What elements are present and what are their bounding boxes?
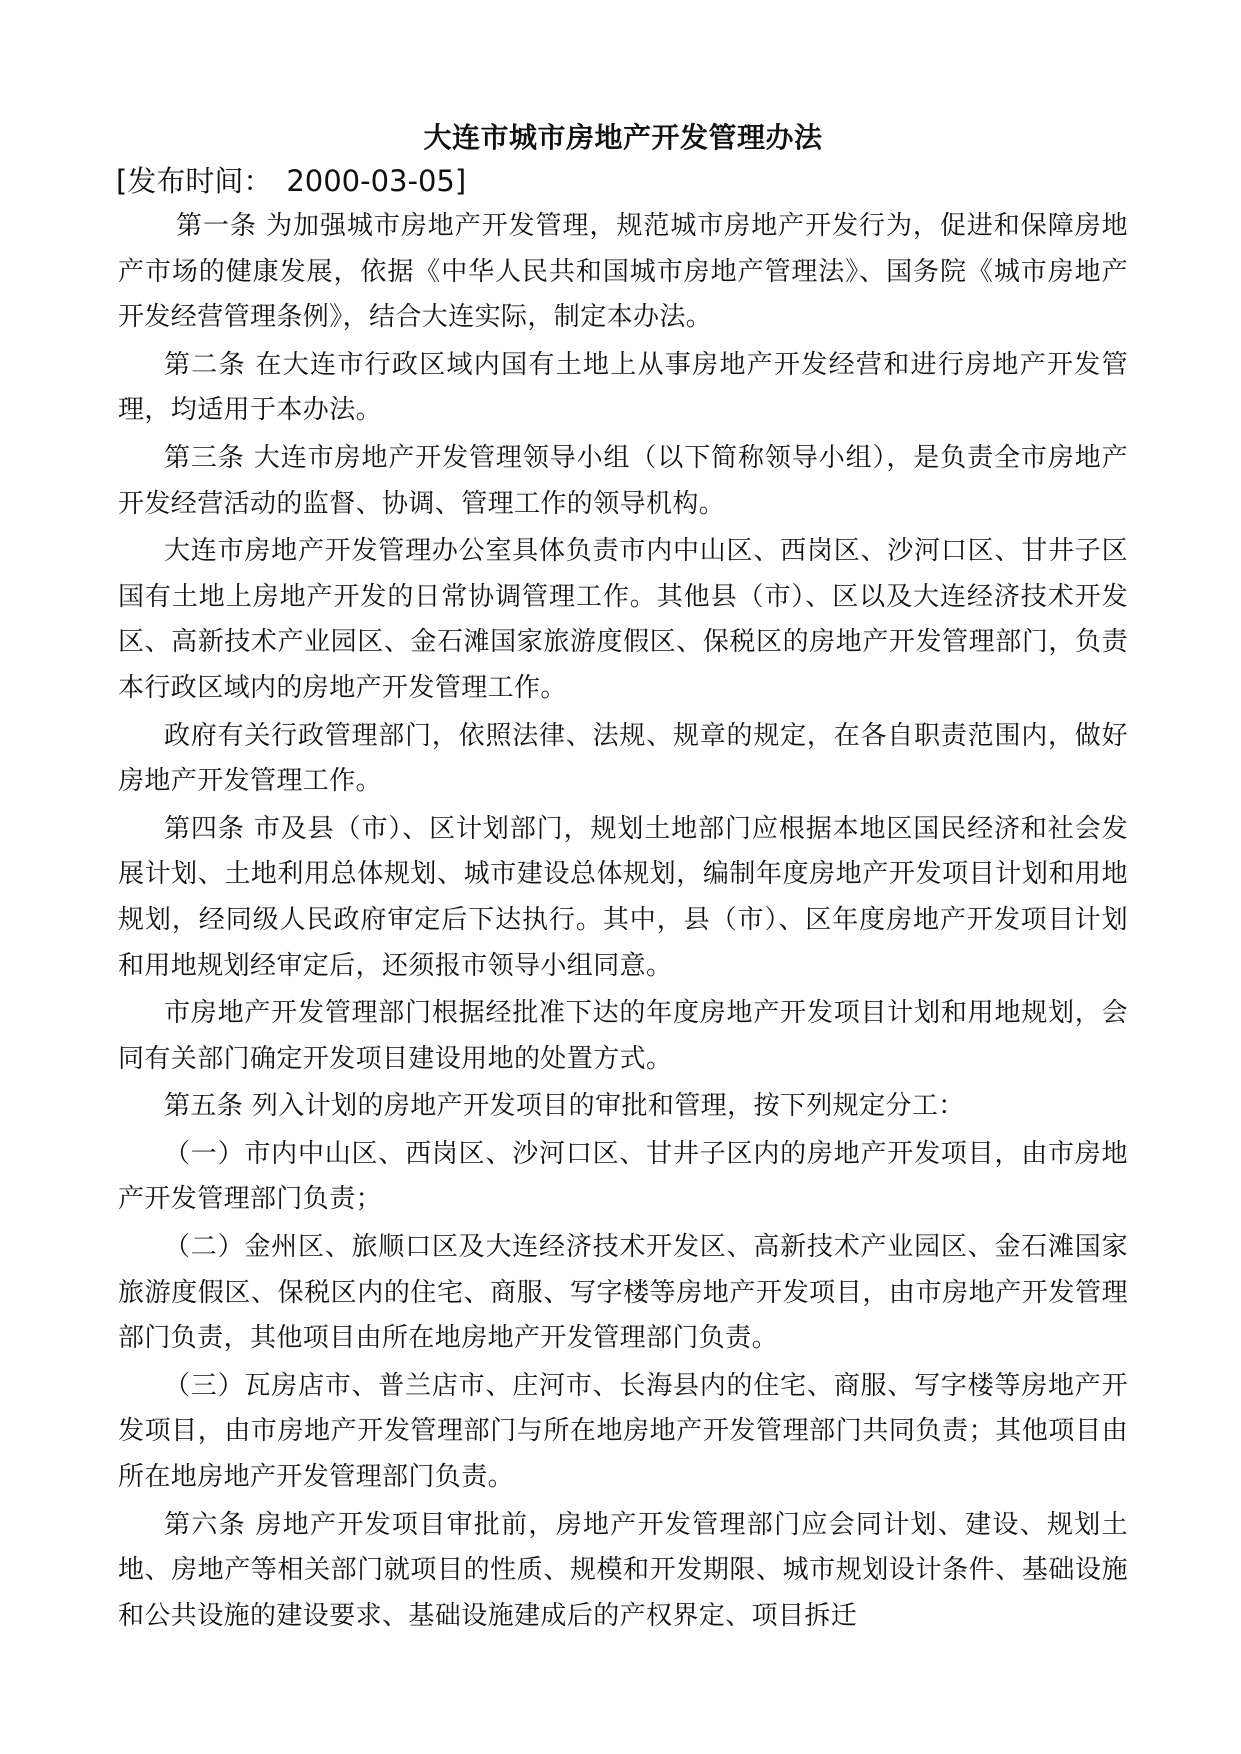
article-3-paragraph: 第三条 大连市房地产开发管理领导小组（以下简称领导小组），是负责全市房地产开发经营活动的监督、协调、管理工作的领导机构。 [118, 442, 1128, 519]
document-page [118, 118, 1128, 1639]
article-3-clause-office: 大连市房地产开发管理办公室具体负责市内中山区、西岗区、沙河口区、甘井子区国有土地上房地产开发的日常协调管理工作。其他县（市）、区以及大连经济技术开发区、高新技术产业园区、金石滩国家旅游度假区、保税区的房地产开发管理部门，负责本行政区域内的房地产开发管理工作。 [118, 536, 1128, 703]
article-5-item-2: （二）金州区、旅顺口区及大连经济技术开发区、高新技术产业园区、金石滩国家旅游度假区、保税区内的住宅、商服、写字楼等房地产开发项目，由市房地产开发管理部门负责，其他项目由所在地房地产开发管理部门负责。 [118, 1232, 1128, 1354]
article-5-paragraph: 第五条 列入计划的房地产开发项目的审批和管理，按下列规定分工： [164, 1091, 965, 1122]
article-1-paragraph: 第一条 为加强城市房地产开发管理，规范城市房地产开发行为，促进和保障房地产市场的健康发展，依据《中华人民共和国城市房地产管理法》、国务院《城市房地产开发经营管理条例》，结合大连实际，制定本办法。 [118, 211, 1128, 333]
article-2-paragraph: 第二条 在大连市行政区域内国有土地上从事房地产开发经营和进行房地产开发管理，均适用于本办法。 [118, 349, 1128, 426]
article-5-item-1: （一）市内中山区、西岗区、沙河口区、甘井子区内的房地产开发项目，由市房地产开发管理部门负责； [118, 1138, 1128, 1215]
publish-date-value: 2000-03-05] [286, 164, 467, 198]
article-3-clause-government: 政府有关行政管理部门，依照法律、法规、规章的规定，在各自职责范围内，做好房地产开发管理工作。 [118, 720, 1128, 797]
article-4-paragraph: 第四条 市及县（市）、区计划部门，规划土地部门应根据本地区国民经济和社会发展计划、土地利用总体规划、城市建设总体规划，编制年度房地产开发项目计划和用地规划，经同级人民政府审定后下达执行。其中，县（市）、区年度房地产开发项目计划和用地规划经审定后，还须报市领导小组同意。 [118, 813, 1128, 981]
document-title: 大连市城市房地产开发管理办法 [423, 121, 823, 154]
article-6-paragraph: 第六条 房地产开发项目审批前，房地产开发管理部门应会同计划、建设、规划土地、房地产等相关部门就项目的性质、规模和开发期限、城市规划设计条件、基础设施和公共设施的建设要求、基础设施建成后的产权界定、项目拆迁 [118, 1509, 1128, 1631]
publish-date-label: [发布时间： [116, 164, 273, 198]
article-5-item-3: （三）瓦房店市、普兰店市、庄河市、长海县内的住宅、商服、写字楼等房地产开发项目，由市房地产开发管理部门与所在地房地产开发管理部门共同负责；其他项目由所在地房地产开发管理部门负责。 [118, 1370, 1128, 1493]
document-body [118, 204, 1128, 1639]
article-4-clause-disposal: 市房地产开发管理部门根据经批准下达的年度房地产开发项目计划和用地规划，会同有关部门确定开发项目建设用地的处置方式。 [118, 998, 1128, 1074]
publish-date-line [116, 158, 1128, 204]
